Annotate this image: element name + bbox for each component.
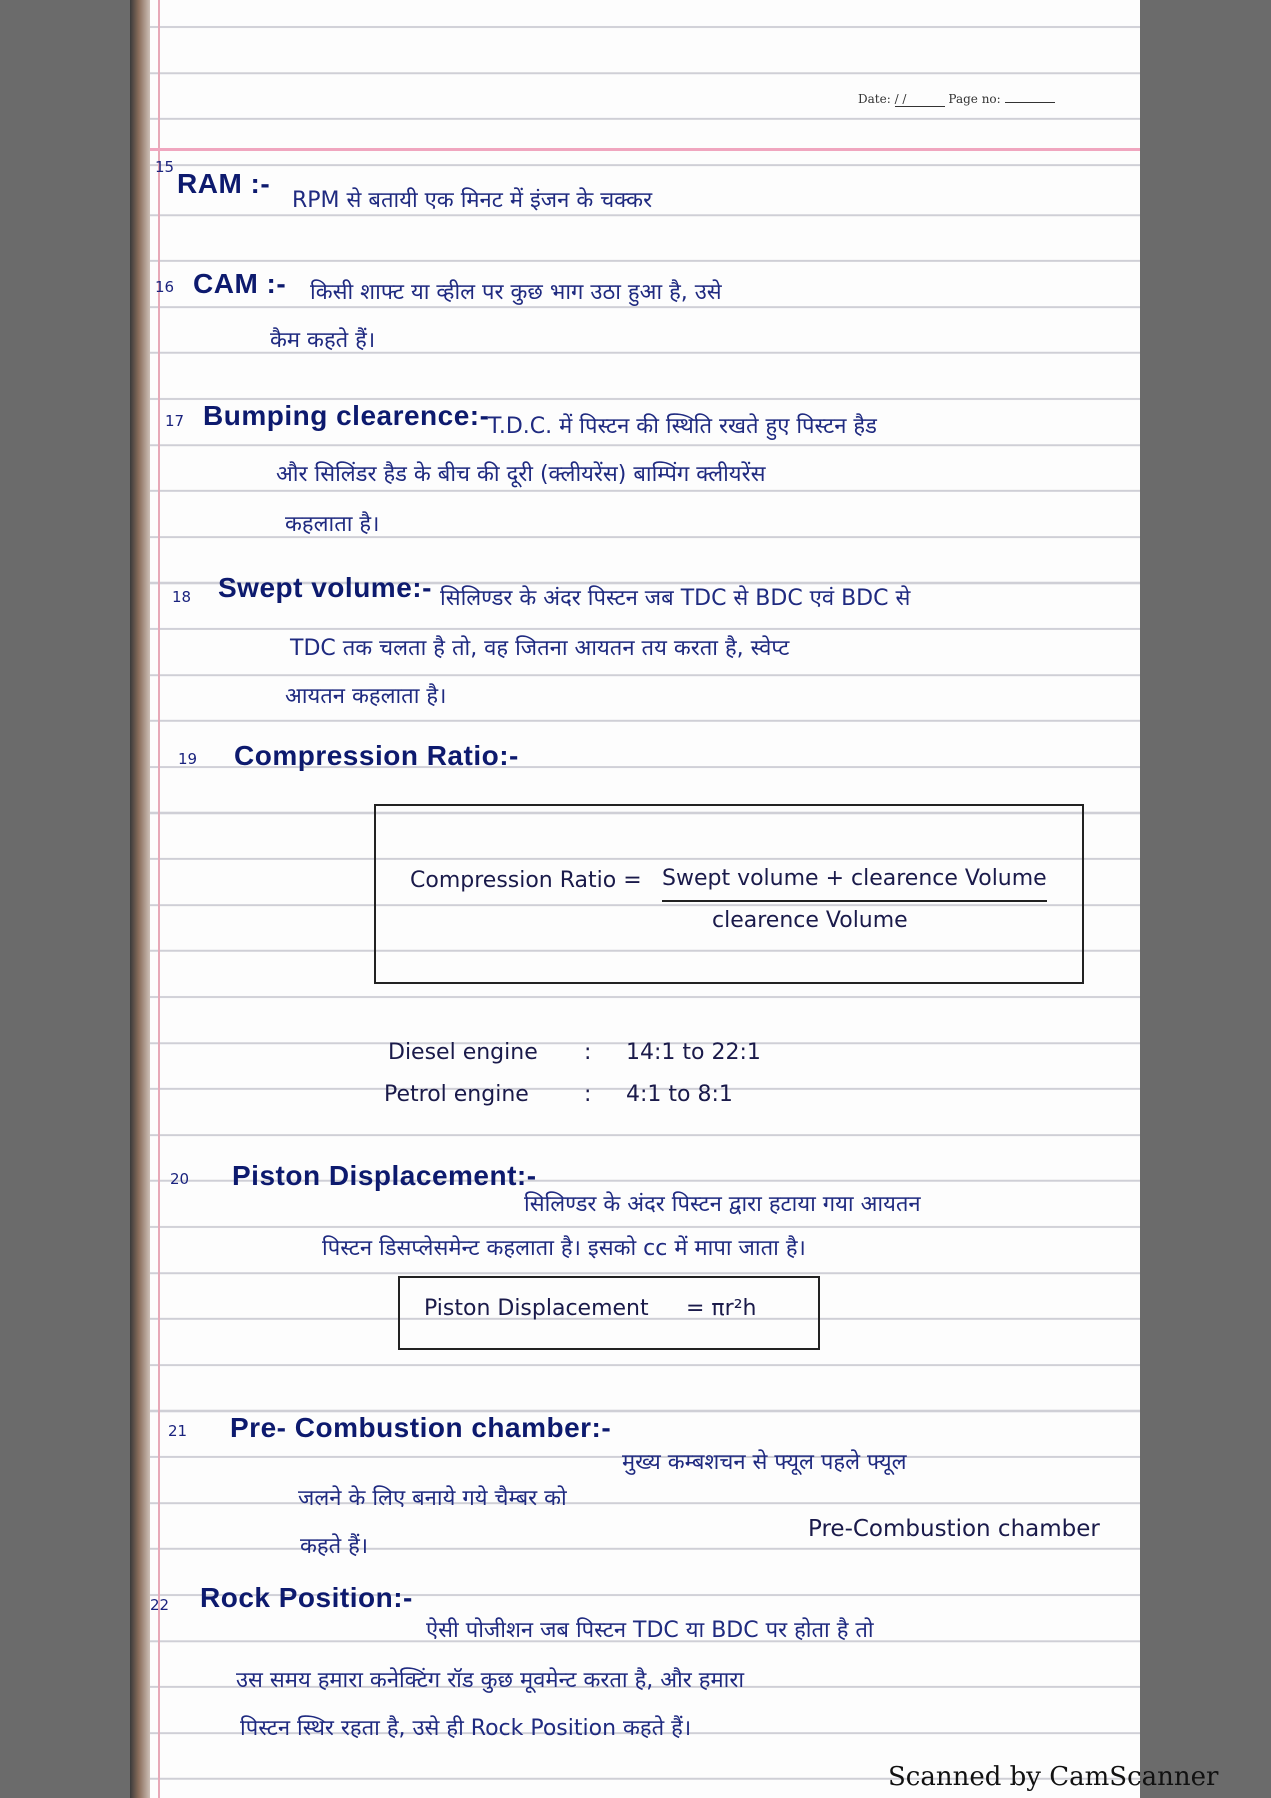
- item-number: 15: [155, 158, 175, 176]
- date-field: [858, 92, 1055, 107]
- ratio-value: 4:1 to 8:1: [626, 1082, 733, 1107]
- ratio-sep: :: [584, 1040, 592, 1065]
- header-rule: [150, 148, 1140, 151]
- item-text: उस समय हमारा कनेक्टिंग रॉड कुछ मूवमेन्ट करता है, और हमारा: [236, 1668, 745, 1693]
- item-text: कहलाता है।: [285, 512, 380, 537]
- item-number: 22: [150, 1596, 170, 1614]
- item-text: TDC तक चलता है तो, वह जितना आयतन तय करता है, स्वेप्ट: [290, 636, 790, 661]
- item-heading: Piston Displacement:-: [232, 1160, 537, 1191]
- item-text: सिलिण्डर के अंदर पिस्टन द्वारा हटाया गया आयतन: [524, 1192, 921, 1217]
- item-heading: Rock Position:-: [200, 1582, 413, 1613]
- item-heading: RAM :-: [177, 168, 271, 199]
- item-text: T.D.C. में पिस्टन की स्थिति रखते हुए पिस्टन हैड: [488, 414, 877, 439]
- compression-formula-box: [374, 804, 1084, 984]
- formula-denominator: clearence Volume: [712, 908, 908, 933]
- item-heading: Pre- Combustion chamber:-: [230, 1412, 612, 1443]
- page-value: [1005, 102, 1055, 103]
- date-value: / /: [895, 92, 945, 107]
- item-number: 19: [178, 750, 198, 768]
- item-text: सिलिण्डर के अंदर पिस्टन जब TDC से BDC एवं BDC से: [440, 586, 911, 611]
- ratio-engine: Diesel engine: [388, 1040, 538, 1065]
- item-text: RPM से बतायी एक मिनट में इंजन के चक्कर: [292, 188, 653, 213]
- item-number: 16: [155, 278, 175, 296]
- item-heading: Swept volume:-: [218, 572, 432, 603]
- piston-formula-rhs: = πr²h: [686, 1296, 757, 1321]
- item-number: 21: [168, 1422, 188, 1440]
- date-label: Date:: [858, 92, 891, 106]
- scanner-watermark: Scanned by CamScanner: [888, 1762, 1219, 1792]
- margin-line: [158, 0, 160, 1798]
- ratio-engine: Petrol engine: [384, 1082, 529, 1107]
- fraction-bar: [662, 900, 1047, 902]
- item-number: 20: [170, 1170, 190, 1188]
- item-number: 18: [172, 588, 192, 606]
- item-text: और सिलिंडर हैड के बीच की दूरी (क्लीयरेंस) बाम्पिंग क्लीयरेंस: [276, 462, 766, 487]
- item-text: कैम कहते हैं।: [270, 328, 376, 353]
- item-text: पिस्टन स्थिर रहता है, उसे ही Rock Position कहते हैं।: [240, 1716, 692, 1741]
- item-number: 17: [165, 412, 185, 430]
- item-text: किसी शाफ्ट या व्हील पर कुछ भाग उठा हुआ है, उसे: [310, 280, 722, 305]
- page-label: Page no:: [948, 92, 1001, 106]
- item-text: मुख्य कम्बशचन से फ्यूल पहले फ्यूल: [622, 1450, 907, 1475]
- item-text: ऐसी पोजीशन जब पिस्टन TDC या BDC पर होता है तो: [426, 1618, 874, 1643]
- formula-numerator: Swept volume + clearence Volume: [662, 866, 1047, 891]
- ratio-sep: :: [584, 1082, 592, 1107]
- notebook-spine: [130, 0, 152, 1798]
- ratio-value: 14:1 to 22:1: [626, 1040, 761, 1065]
- item-heading: Bumping clearence:-: [203, 400, 490, 431]
- item-text: कहते हैं।: [300, 1534, 369, 1559]
- side-note: Pre-Combustion chamber: [808, 1516, 1100, 1542]
- piston-formula-lhs: Piston Displacement: [424, 1296, 649, 1321]
- item-heading: Compression Ratio:-: [234, 740, 519, 771]
- item-text: पिस्टन डिसप्लेसमेन्ट कहलाता है। इसको cc में मापा जाता है।: [322, 1236, 806, 1261]
- item-text: जलने के लिए बनाये गये चैम्बर को: [298, 1486, 567, 1511]
- item-heading: CAM :-: [193, 268, 287, 299]
- item-text: आयतन कहलाता है।: [285, 684, 447, 709]
- formula-lhs: Compression Ratio =: [410, 868, 642, 893]
